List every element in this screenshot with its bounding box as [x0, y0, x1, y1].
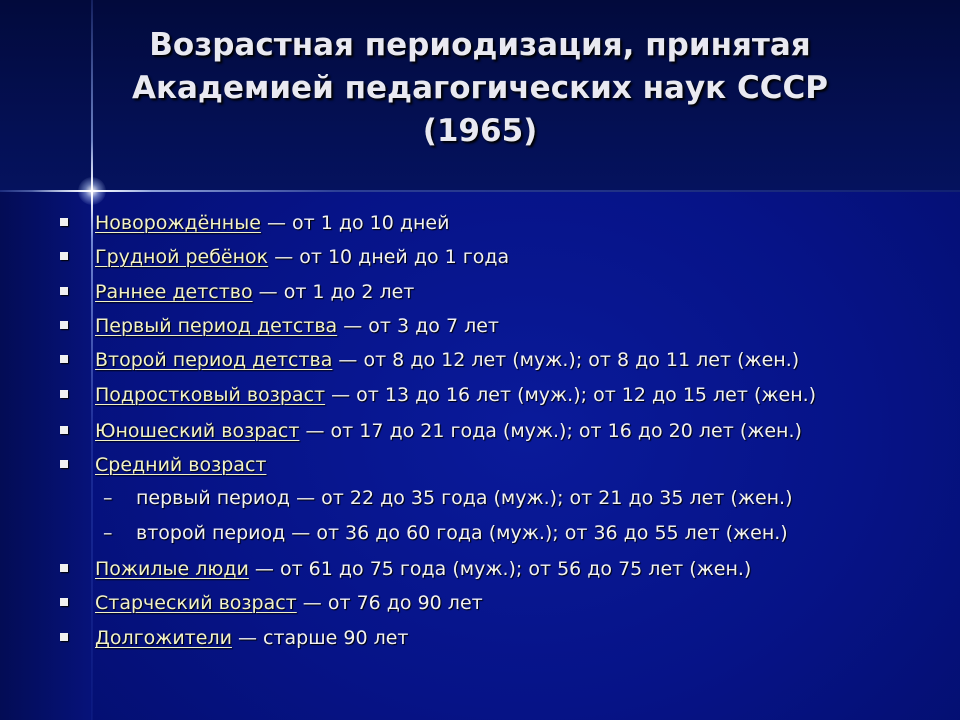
- period-range: — от 17 до 21 года (муж.); от 16 до 20 лет (жен.): [299, 420, 802, 442]
- period-range: — от 1 до 2 лет: [252, 281, 415, 303]
- period-range: — от 76 до 90 лет: [296, 592, 483, 614]
- period-range: — от 10 дней до 1 года: [268, 246, 510, 268]
- period-range: — от 13 до 16 лет (муж.); от 12 до 15 лет (жен.): [325, 384, 817, 406]
- square-bullet-icon: [60, 252, 68, 260]
- square-bullet-icon: [60, 460, 68, 468]
- term-link[interactable]: Грудной ребёнок: [95, 246, 269, 268]
- term-link[interactable]: Новорождённые: [95, 212, 261, 234]
- period-range: — от 1 до 10 дней: [260, 212, 450, 234]
- square-bullet-icon: [60, 598, 68, 606]
- title-line-3: (1965): [422, 113, 538, 149]
- period-range: — от 8 до 12 лет (муж.); от 8 до 11 лет (жен.): [332, 349, 800, 371]
- term-link[interactable]: Пожилые люди: [95, 558, 249, 580]
- square-bullet-icon: [60, 287, 68, 295]
- dash-bullet: –: [103, 487, 113, 509]
- period-range: — старше 90 лет: [231, 627, 409, 649]
- sub-item-text: второй период — от 36 до 60 года (муж.); от 36 до 55 лет (жен.): [136, 522, 788, 544]
- square-bullet-icon: [60, 321, 68, 329]
- term-link[interactable]: Юношеский возраст: [95, 420, 300, 442]
- square-bullet-icon: [60, 426, 68, 434]
- square-bullet-icon: [60, 564, 68, 572]
- term-link[interactable]: Подростковый возраст: [95, 384, 326, 406]
- sub-item-text: первый период — от 22 до 35 года (муж.); от 21 до 35 лет (жен.): [136, 487, 793, 509]
- term-link[interactable]: Средний возраст: [95, 454, 267, 476]
- square-bullet-icon: [60, 355, 68, 363]
- square-bullet-icon: [60, 390, 68, 398]
- period-range: — от 61 до 75 года (муж.); от 56 до 75 лет (жен.): [248, 558, 752, 580]
- dash-bullet: –: [103, 522, 113, 544]
- title-line-1: Возрастная периодизация, принятая: [149, 27, 811, 63]
- period-range: — от 3 до 7 лет: [337, 315, 499, 337]
- term-link[interactable]: Первый период детства: [95, 315, 338, 337]
- term-link[interactable]: Старческий возраст: [95, 592, 297, 614]
- term-link[interactable]: Раннее детство: [95, 281, 253, 303]
- title-line-2: Академией педагогических наук СССР: [131, 70, 828, 106]
- term-link[interactable]: Долгожители: [95, 627, 232, 649]
- square-bullet-icon: [60, 218, 68, 226]
- term-link[interactable]: Второй период детства: [95, 349, 333, 371]
- square-bullet-icon: [60, 633, 68, 641]
